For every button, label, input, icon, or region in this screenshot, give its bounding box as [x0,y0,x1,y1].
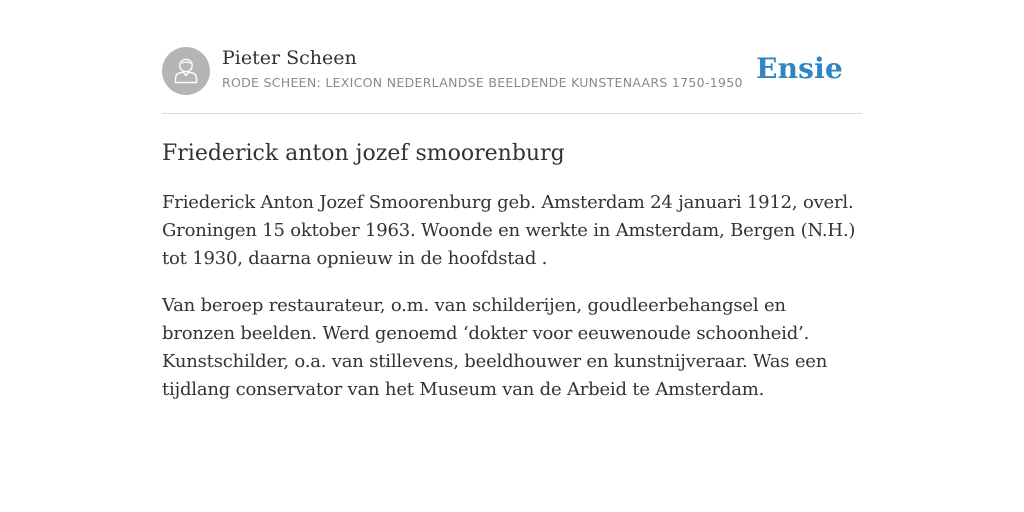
article-body [162,189,862,404]
article-paragraph-1: Friederick Anton Jozef Smoorenburg geb. Amsterdam 24 januari 1912, overl. Groningen 15 oktober 1963. Woonde en werkte in Amsterdam, Bergen (N.H.) tot 1930, daarna opnieuw in de hoofdstad . [162,192,856,269]
article-header [162,46,862,114]
article-paragraph-2: Van beroep restaurateur, o.m. van schilderijen, goudleerbehangsel en bronzen beelden. Werd genoemd ‘dokter voor eeuwenoude schoonheid’. Kunstschilder, o.a. van stillevens, beeldhouwer en kunstnijveraar. Was een tijdlang conservator van het Museum van de Arbeid te Amsterdam. [162,295,828,400]
source-title[interactable]: RODE SCHEEN: LEXICON NEDERLANDSE BEELDENDE KUNSTENAARS 1750-1950 [222,75,743,90]
ensie-logo[interactable]: Ensie [756,52,843,85]
author-name[interactable]: Pieter Scheen [222,47,357,69]
user-outline-icon [162,47,210,95]
page-container [162,46,862,423]
article-title: Friederick anton jozef smoorenburg [162,141,565,166]
user-avatar-icon[interactable] [162,47,210,95]
